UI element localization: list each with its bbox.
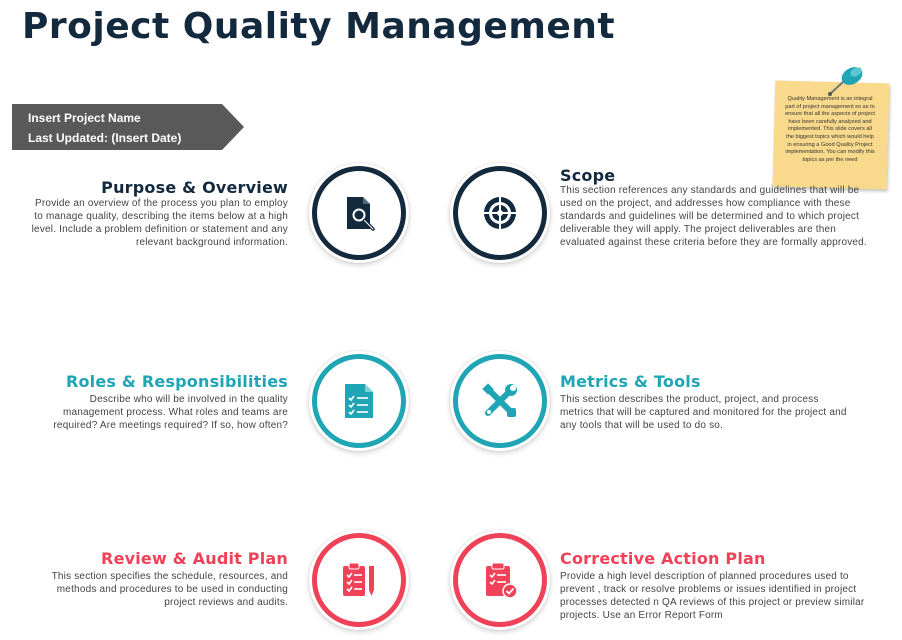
last-updated-label: Last Updated: (Insert Date) xyxy=(28,131,182,145)
review-audit-title: Review & Audit Plan xyxy=(101,549,288,568)
target-icon xyxy=(480,193,520,233)
tools-icon xyxy=(480,381,520,421)
metrics-tools-title: Metrics & Tools xyxy=(560,372,701,391)
scope-icon-circle xyxy=(450,163,550,263)
clipboard-check-icon xyxy=(480,560,520,600)
document-search-icon xyxy=(339,193,379,233)
purpose-overview-title: Purpose & Overview xyxy=(101,178,288,197)
clipboard-pencil-icon xyxy=(339,560,379,600)
corrective-action-desc: Provide a high level description of planned procedures used to prevent , track or resolve problems or issues identified in project processes detected n QA reviews of this project or preview similar projects. Use an Error Report Form xyxy=(560,571,865,621)
scope-title: Scope xyxy=(560,166,616,185)
purpose-overview-desc: Provide an overview of the process you plan to employ to manage quality, describing the items below at a high level. Include a problem definition or statement and any relevant background information. xyxy=(31,198,288,248)
purpose-icon-circle xyxy=(309,163,409,263)
page-title: Project Quality Management xyxy=(22,6,616,47)
roles-icon-circle xyxy=(309,351,409,451)
review-icon-circle xyxy=(309,530,409,630)
metrics-tools-desc: This section describes the product, project, and process metrics that will be captured and monitored for the project and any tools that will be used to do so. xyxy=(560,394,847,431)
project-name-label: Insert Project Name xyxy=(28,111,141,125)
corrective-action-title: Corrective Action Plan xyxy=(560,549,766,568)
roles-responsibilities-title: Roles & Responsibilities xyxy=(65,372,288,391)
metrics-icon-circle xyxy=(450,351,550,451)
sticky-note xyxy=(772,78,890,188)
scope-desc: This section references any standards and guidelines that will be used on the project, and addresses how compliance with these standards and guidelines will be determined and to which project deliverable they will apply. The project deliverables are then evaluated against these criteria before they are formally approved. xyxy=(560,185,867,248)
push-pin-icon xyxy=(824,64,868,100)
sticky-note-text: Quality Management is an integral part of project management so as to ensure that all the aspects of project have been carefully analysed and implemented. This slide covers all the biggest topics which would help in ensuring a Good Quality Project implementation. You can modify this topics as per the need xyxy=(785,96,875,163)
project-info-banner xyxy=(12,104,244,150)
roles-responsibilities-desc: Describe who will be involved in the quality management process. What roles and teams are required? Are meetings required? If so, how often? xyxy=(53,394,288,431)
review-audit-desc: This section specifies the schedule, resources, and methods and procedures to be used in conducting project reviews and audits. xyxy=(51,571,288,608)
checklist-document-icon xyxy=(339,381,379,421)
corrective-icon-circle xyxy=(450,530,550,630)
